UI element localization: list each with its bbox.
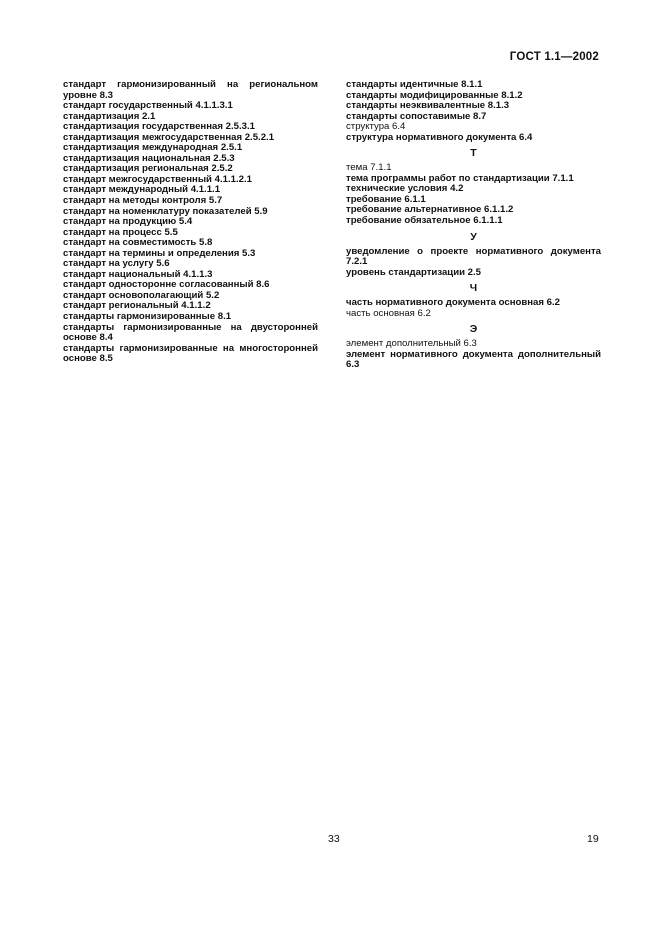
index-entry: технические условия 4.2 [346, 183, 464, 195]
index-entry: стандартизация региональная 2.5.2 [63, 163, 233, 175]
index-entry: стандарт на процесс 5.5 [63, 226, 178, 238]
index-entry: стандарт на услугу 5.6 [63, 258, 170, 270]
index-entry: элемент дополнительный 6.3 [346, 338, 477, 350]
document-code-header: ГОСТ 1.1—2002 [509, 51, 599, 63]
index-entry: стандартизация государственная 2.5.3.1 [63, 121, 255, 133]
index-entry: стандартизация международная 2.5.1 [63, 142, 243, 154]
index-entry: стандарт национальный 4.1.1.3 [63, 268, 213, 280]
index-entry: стандарты идентичные 8.1.1 [346, 79, 483, 90]
page-number-inner: 33 [328, 833, 340, 845]
index-entry: требование альтернативное 6.1.1.2 [346, 204, 514, 216]
index-column-right [346, 80, 601, 371]
index-entry: уровень стандартизации 2.5 [346, 266, 481, 278]
index-entry: стандарт межгосударственный 4.1.1.2.1 [63, 173, 252, 185]
index-entry: элемент нормативного документа дополнительный 6.3 [346, 348, 601, 371]
index-entry: стандарт на термины и определения 5.3 [63, 247, 256, 259]
index-section-letter: Ч [469, 282, 478, 295]
index-entry: стандарт на продукцию 5.4 [63, 216, 193, 228]
index-entry: требование обязательное 6.1.1.1 [346, 215, 503, 227]
index-entry: часть нормативного документа основная 6.2 [346, 297, 560, 309]
index-entry: стандарты гармонизированные на многосторонней основе 8.5 [63, 342, 318, 365]
index-entry: стандарты неэквивалентные 8.1.3 [346, 100, 510, 112]
index-section-letter: Э [469, 323, 478, 336]
page-number-outer: 19 [587, 833, 599, 845]
index-section-letter: У [470, 230, 477, 243]
index-entry: стандарты гармонизированные на двусторонней основе 8.4 [63, 321, 318, 344]
index-entry: структура 6.4 [346, 121, 406, 133]
index-entry: структура нормативного документа 6.4 [346, 131, 533, 143]
index-entry: стандарты сопоставимые 8.7 [346, 110, 487, 122]
index-entry: стандарт основополагающий 5.2 [63, 289, 220, 301]
index-entry: стандарт на номенклатуру показателей 5.9 [63, 205, 268, 217]
index-entry: стандарт региональный 4.1.1.2 [63, 300, 211, 312]
index-column-left [63, 80, 318, 365]
index-entry: стандарт гармонизированный на региональном уровне 8.3 [63, 79, 318, 101]
index-entry: стандарт государственный 4.1.1.3.1 [63, 100, 233, 112]
index-entry: тема программы работ по стандартизации 7.1.1 [346, 172, 574, 184]
index-entry: требование 6.1.1 [346, 193, 426, 205]
index-entry: часть основная 6.2 [346, 307, 431, 319]
index-entry: стандартизация межгосударственная 2.5.2.1 [63, 131, 275, 143]
index-entry: уведомление о проекте нормативного документа 7.2.1 [346, 245, 601, 268]
index-entry: стандарты модифицированные 8.1.2 [346, 89, 523, 101]
index-entry: стандартизация национальная 2.5.3 [63, 152, 235, 164]
index-entry: стандарт односторонне согласованный 8.6 [63, 279, 270, 291]
index-entry: стандарт международный 4.1.1.1 [63, 184, 221, 196]
index-entry: тема 7.1.1 [346, 162, 392, 174]
index-entry: стандартизация 2.1 [63, 110, 156, 122]
index-entry: стандарт на методы контроля 5.7 [63, 195, 223, 207]
index-section-letter: Т [470, 147, 477, 160]
index-entry: стандарт на совместимость 5.8 [63, 237, 213, 249]
index-entry: стандарты гармонизированные 8.1 [63, 311, 232, 323]
